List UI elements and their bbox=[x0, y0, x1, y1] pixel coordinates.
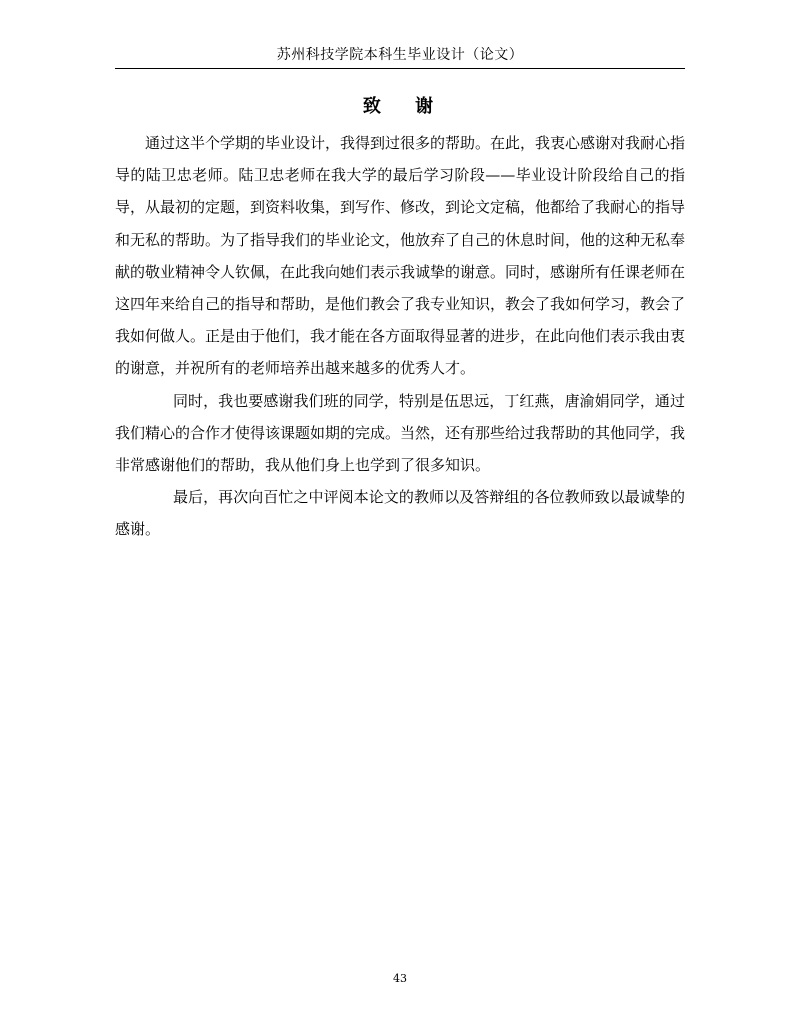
acknowledgement-body bbox=[115, 127, 685, 546]
header-text: 苏州科技学院本科生毕业设计（论文） bbox=[276, 47, 524, 63]
page-header bbox=[115, 44, 685, 69]
page-number: 43 bbox=[393, 972, 407, 985]
paragraph-2: 同时，我也要感谢我们班的同学，特别是伍思远，丁红燕，唐渝娟同学，通过我们精心的合作才使得该课题如期的完成。当然，还有那些给过我帮助的其他同学，我非常感谢他们的帮助，我从他们身上也学到了很多知识。 bbox=[115, 391, 686, 475]
paragraph-1: 通过这半个学期的毕业设计，我得到过很多的帮助。在此，我衷心感谢对我耐心指导的陆卫忠老师。陆卫忠老师在我大学的最后学习阶段——毕业设计阶段给自己的指导，从最初的定题，到资料收集，到写作、修改，到论文定稿，他都给了我耐心的指导和无私的帮助。为了指导我们的毕业论文，他放弃了自己的休息时间，他的这种无私奉献的敬业精神令人钦佩，在此我向她们表示我诚挚的谢意。同时，感谢所有任课老师在这四年来给自己的指导和帮助，是他们教会了我专业知识，教会了我如何学习，教会了我如何做人。正是由于他们，我才能在各方面取得显著的进步，在此向他们表示我由衷的谢意，并祝所有的老师培养出越来越多的优秀人才。 bbox=[115, 134, 686, 378]
paragraph-3: 最后，再次向百忙之中评阅本论文的教师以及答辩组的各位教师致以最诚挚的感谢。 bbox=[115, 488, 685, 539]
page-title: 致 谢 bbox=[362, 96, 448, 117]
